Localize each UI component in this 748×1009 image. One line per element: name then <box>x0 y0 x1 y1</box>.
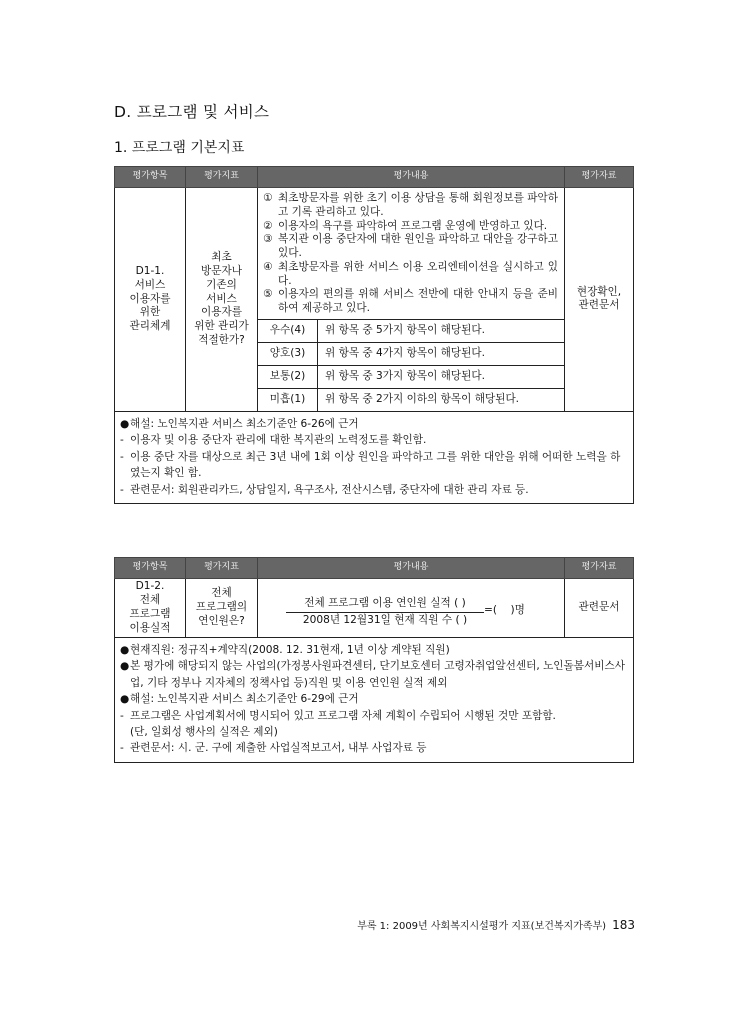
item-cell <box>115 188 186 412</box>
notes-cell <box>115 411 634 503</box>
grade-text: 위 항목 중 4가지 항목이 해당된다. <box>318 342 565 365</box>
content-text: 이용자의 편의를 위해 서비스 전반에 대한 안내지 등을 준비하여 제공하고 있다. <box>278 288 558 315</box>
note-text: 관련문서: 시. 군. 구에 제출한 사업실적보고서, 내부 사업자료 등 <box>130 742 427 755</box>
formula-cell <box>258 579 565 638</box>
indicator-line: 기존의 <box>206 278 237 291</box>
indicator-cell <box>186 188 258 412</box>
content-item <box>263 233 558 261</box>
header-item: 평가항목 <box>115 558 186 579</box>
materials-line: 현장확인, <box>576 285 622 298</box>
indicator-line: 최초 <box>211 251 232 264</box>
note-line <box>120 482 629 498</box>
note-line <box>120 416 629 432</box>
header-item: 평가항목 <box>115 167 186 188</box>
grade-label: 미흡(1) <box>258 388 318 411</box>
note-mark: - <box>120 483 124 496</box>
page-footer <box>357 917 635 932</box>
item-line: 이용실적 <box>129 621 171 634</box>
content-item <box>263 261 558 289</box>
note-line <box>120 740 629 756</box>
note-line <box>120 658 629 691</box>
content-item <box>263 288 558 316</box>
note-mark: - <box>120 742 124 755</box>
materials-line: 관련문서 <box>578 299 620 312</box>
note-text: 해설: 노인복지관 서비스 최소기준안 6-29에 근거 <box>130 693 359 706</box>
content-text: 최초방문자를 위한 초기 이용 상담을 통해 회원정보를 파악하고 기록 관리하고 있다. <box>278 192 558 218</box>
section-title: D. 프로그램 및 서비스 <box>114 103 270 121</box>
grade-label: 보통(2) <box>258 365 318 388</box>
indicator-line: 연인원은? <box>198 614 245 627</box>
note-mark: ● <box>120 644 130 656</box>
note-text: 현재직원: 정규직+계약직(2008. 12. 31현재, 1년 이상 계약된 직원) <box>130 644 450 656</box>
footer-text: 부록 1: 2009년 사회복지시설평가 지표(보건복지가족부) <box>357 921 607 932</box>
content-num: ① <box>263 192 273 204</box>
item-line: D1-2. <box>135 580 165 593</box>
note-mark: - <box>120 434 124 447</box>
note-mark: - <box>120 709 124 722</box>
header-contents: 평가내용 <box>258 558 565 579</box>
header-contents: 평가내용 <box>258 167 565 188</box>
note-mark <box>120 724 130 740</box>
content-item <box>263 192 558 220</box>
note-line <box>120 449 629 482</box>
note-line <box>120 432 629 448</box>
note-line <box>120 691 629 707</box>
indicator-cell <box>186 579 258 638</box>
item-line: 프로그램 <box>129 608 171 620</box>
content-num: ③ <box>263 233 273 246</box>
grade-label: 양호(3) <box>258 342 318 365</box>
evaluation-table-d1-2 <box>114 557 634 763</box>
header-materials: 평가자료 <box>565 558 634 579</box>
item-line: 전체 <box>139 594 161 607</box>
note-mark: - <box>120 450 124 463</box>
notes-cell <box>115 638 634 763</box>
indicator-line: 전체 <box>211 587 232 600</box>
formula-fraction <box>286 597 484 628</box>
page-number: 183 <box>612 918 635 932</box>
grade-label: 우수(4) <box>258 319 318 342</box>
item-line: D1-1. <box>135 265 165 278</box>
grade-text: 위 항목 중 3가지 항목이 해당된다. <box>318 365 565 388</box>
indicator-line: 서비스 <box>206 292 237 305</box>
note-line <box>120 642 629 658</box>
content-num: ⑤ <box>263 288 273 301</box>
indicator-line: 방문자나 <box>201 265 242 278</box>
materials-cell <box>565 188 634 412</box>
formula-result: =( )명 <box>484 604 525 616</box>
note-line <box>120 708 629 724</box>
note-mark: ● <box>120 660 130 673</box>
content-text: 최초방문자를 위한 서비스 이용 오리엔테이션을 실시하고 있다. <box>278 260 558 287</box>
note-text: 해설: 노인복지관 서비스 최소기준안 6-26에 근거 <box>130 417 359 430</box>
content-num: ② <box>263 219 273 232</box>
header-materials: 평가자료 <box>565 167 634 188</box>
evaluation-table-d1-1 <box>114 166 634 504</box>
note-text: 이용자 및 이용 중단자 관리에 대한 복지관의 노력정도를 확인함. <box>130 434 427 447</box>
grade-text: 위 항목 중 5가지 항목이 해당된다. <box>318 319 565 342</box>
note-text: (단, 일회성 행사의 실적은 제외) <box>130 726 278 739</box>
content-item <box>263 220 558 234</box>
item-line: 관리체계 <box>129 320 171 333</box>
materials-line: 관련문서 <box>578 601 620 614</box>
indicator-line: 프로그램의 <box>195 601 248 614</box>
formula-denominator: 2008년 12월31일 현재 직원 수 ( ) <box>302 613 468 626</box>
note-mark: ● <box>120 693 130 706</box>
note-mark: ● <box>120 417 130 430</box>
note-text: 프로그램은 사업계획서에 명시되어 있고 프로그램 자체 계획이 수립되어 시행된 것만 포함함. <box>130 709 556 722</box>
contents-cell <box>258 188 565 320</box>
note-text: 관련문서: 회원관리카드, 상담일지, 욕구조사, 전산시스템, 중단자에 대한 관리 자료 등. <box>130 483 529 496</box>
note-line <box>120 724 629 740</box>
indicator-line: 이용자를 <box>201 306 242 319</box>
grade-text: 위 항목 중 2가지 이하의 항목이 해당된다. <box>318 388 565 411</box>
formula-numerator: 전체 프로그램 이용 연인원 실적 ( ) <box>286 597 484 613</box>
item-line: 서비스 <box>134 278 166 291</box>
materials-cell <box>565 579 634 638</box>
header-indicator: 평가지표 <box>186 558 258 579</box>
item-line: 위한 <box>139 306 161 319</box>
item-cell <box>115 579 186 638</box>
item-line: 이용자를 <box>129 292 171 305</box>
subsection-title: 1. 프로그램 기본지표 <box>114 140 245 156</box>
content-text: 복지관 이용 중단자에 대한 원인을 파악하고 대안을 강구하고 있다. <box>278 233 558 260</box>
indicator-line: 위한 관리가 <box>194 320 249 333</box>
header-indicator: 평가지표 <box>186 167 258 188</box>
content-num: ④ <box>263 260 273 273</box>
indicator-line: 적절한가? <box>198 333 245 346</box>
content-text: 이용자의 욕구를 파악하여 프로그램 운영에 반영하고 있다. <box>278 219 548 232</box>
note-text: 본 평가에 해당되지 않는 사업의(가정봉사원파견센터, 단기보호센터 고령자취업알선센터, 노인돌봄서비스사업, 기타 정부나 지자체의 정책사업 등)직원 및 이용 연인원 실적 제외 <box>130 660 625 689</box>
note-text: 이용 중단 자를 대상으로 최근 3년 내에 1회 이상 원인을 파악하고 그를 위한 대안을 위해 어떠한 노력을 하였는지 확인 함. <box>130 450 621 480</box>
